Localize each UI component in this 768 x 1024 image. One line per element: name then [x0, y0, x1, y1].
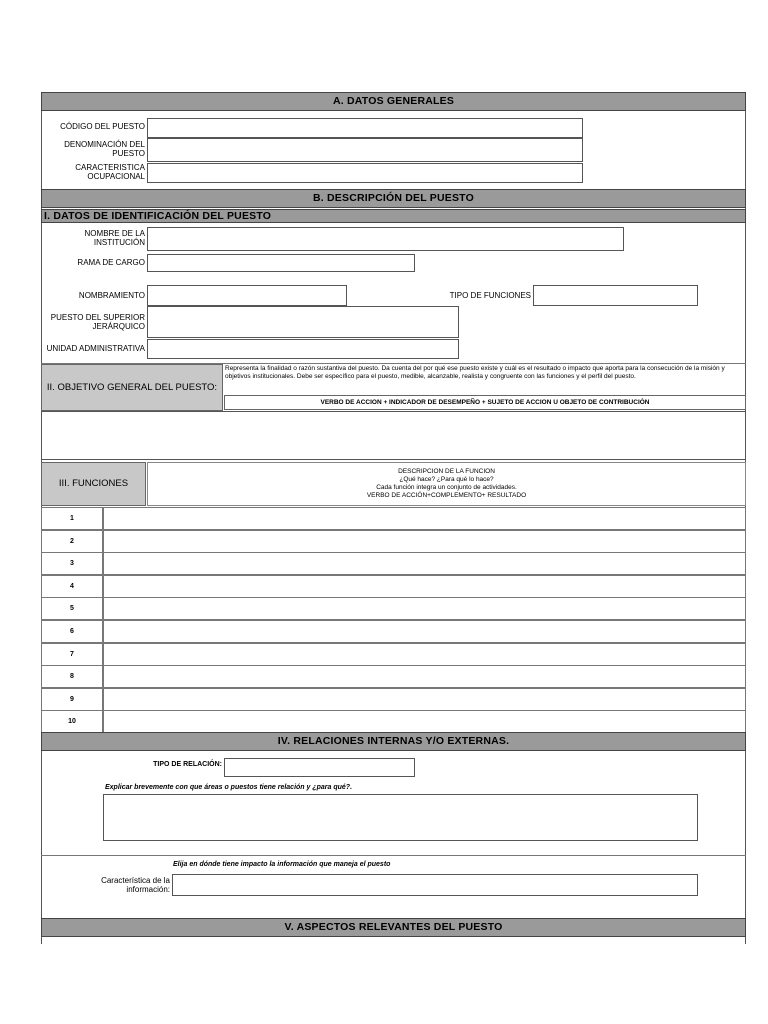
- explicar-field[interactable]: [103, 794, 698, 841]
- objetivo-description: Representa la finalidad o razón sustantiva del puesto. Da cuenta del por qué ese puesto existe y cuál es el resultado o impacto que aporta para la consecución de la misión y objetivos institucionales. Debe ser específico para el puesto, medible, alcanzable, realista y congruente con las funciones y el perfil del puesto.: [225, 365, 725, 380]
- unidad-label: UNIDAD ADMINISTRATIVA: [46, 344, 145, 353]
- superior-label: PUESTO DEL SUPERIOR JERÁRQUICO: [50, 313, 145, 331]
- caracteristica-label: CARACTERISTICA OCUPACIONAL: [75, 163, 145, 181]
- funcion-row-number: 10: [41, 710, 103, 733]
- rama-field[interactable]: [147, 254, 415, 272]
- tipo-funciones-label: TIPO DE FUNCIONES: [449, 291, 531, 300]
- funcion-row-field[interactable]: [103, 665, 746, 688]
- funcion-row-number: 4: [41, 575, 103, 598]
- nombre-institucion-label: NOMBRE DE LA INSTITUCIÓN: [84, 229, 145, 247]
- elija-label: Elija en dónde tiene impacto la información que maneja el puesto: [173, 861, 391, 868]
- funcion-row-field[interactable]: [103, 530, 746, 553]
- funcion-row-number: 8: [41, 665, 103, 688]
- funciones-header-line2: ¿Qué hace? ¿Para qué lo hace?: [399, 476, 494, 483]
- funcion-row-field[interactable]: [103, 688, 746, 711]
- funciones-header-line1: DESCRIPCION DE LA FUNCION: [398, 468, 495, 475]
- codigo-field[interactable]: [147, 118, 583, 138]
- funcion-row-field[interactable]: [103, 710, 746, 733]
- rama-label: RAMA DE CARGO: [77, 258, 145, 267]
- funcion-row-number: 5: [41, 597, 103, 620]
- section-v-header: V. ASPECTOS RELEVANTES DEL PUESTO: [41, 918, 746, 937]
- denominacion-label: DENOMINACIÓN DEL PUESTO: [64, 140, 145, 158]
- codigo-label: CÓDIGO DEL PUESTO: [60, 122, 145, 131]
- funcion-row-field[interactable]: [103, 597, 746, 620]
- funcion-row-number: 9: [41, 688, 103, 711]
- caracteristica-info-field[interactable]: [172, 874, 698, 896]
- funcion-row-number: 3: [41, 552, 103, 575]
- nombramiento-label: NOMBRAMIENTO: [78, 291, 145, 300]
- section-a-header: A. DATOS GENERALES: [41, 92, 746, 111]
- funcion-row-field[interactable]: [103, 643, 746, 666]
- funcion-row-number: 1: [41, 507, 103, 530]
- section-i-header: I. DATOS DE IDENTIFICACIÓN DEL PUESTO: [41, 209, 746, 223]
- objetivo-formula: VERBO DE ACCION + INDICADOR DE DESEMPEÑO + SUJETO DE ACCION U OBJETO DE CONTRIBUCIÓN: [224, 395, 746, 410]
- explicar-label: Explicar brevemente con que áreas o puestos tiene relación y ¿para qué?.: [105, 784, 353, 791]
- denominacion-field[interactable]: [147, 138, 583, 162]
- section-b-header: B. DESCRIPCIÓN DEL PUESTO: [41, 189, 746, 208]
- funcion-row-number: 2: [41, 530, 103, 553]
- caracteristica-field[interactable]: [147, 163, 583, 183]
- divider: [41, 855, 746, 856]
- funciones-label: III. FUNCIONES: [41, 462, 146, 506]
- funcion-row-field[interactable]: [103, 507, 746, 530]
- tipo-funciones-field[interactable]: [533, 285, 698, 306]
- funciones-header-line3: Cada función integra un conjunto de actividades.: [376, 484, 517, 491]
- funcion-row-field[interactable]: [103, 620, 746, 643]
- unidad-field[interactable]: [147, 339, 459, 359]
- tipo-relacion-label: TIPO DE RELACIÓN:: [153, 761, 222, 768]
- nombre-institucion-field[interactable]: [147, 227, 624, 251]
- caracteristica-info-label: Característica de la información:: [101, 876, 170, 894]
- objetivo-field[interactable]: [41, 411, 746, 460]
- tipo-relacion-field[interactable]: [224, 758, 415, 777]
- section-iv-header: IV. RELACIONES INTERNAS Y/O EXTERNAS.: [41, 732, 746, 751]
- funcion-row-number: 6: [41, 620, 103, 643]
- funcion-row-field[interactable]: [103, 575, 746, 598]
- funciones-header-line4: VERBO DE ACCIÓN+COMPLEMENTO+ RESULTADO: [366, 492, 527, 499]
- funcion-row-field[interactable]: [103, 552, 746, 575]
- funcion-row-number: 7: [41, 643, 103, 666]
- nombramiento-field[interactable]: [147, 285, 347, 306]
- funciones-header: [147, 462, 746, 506]
- objetivo-label: II. OBJETIVO GENERAL DEL PUESTO:: [41, 364, 223, 411]
- superior-field[interactable]: [147, 306, 459, 338]
